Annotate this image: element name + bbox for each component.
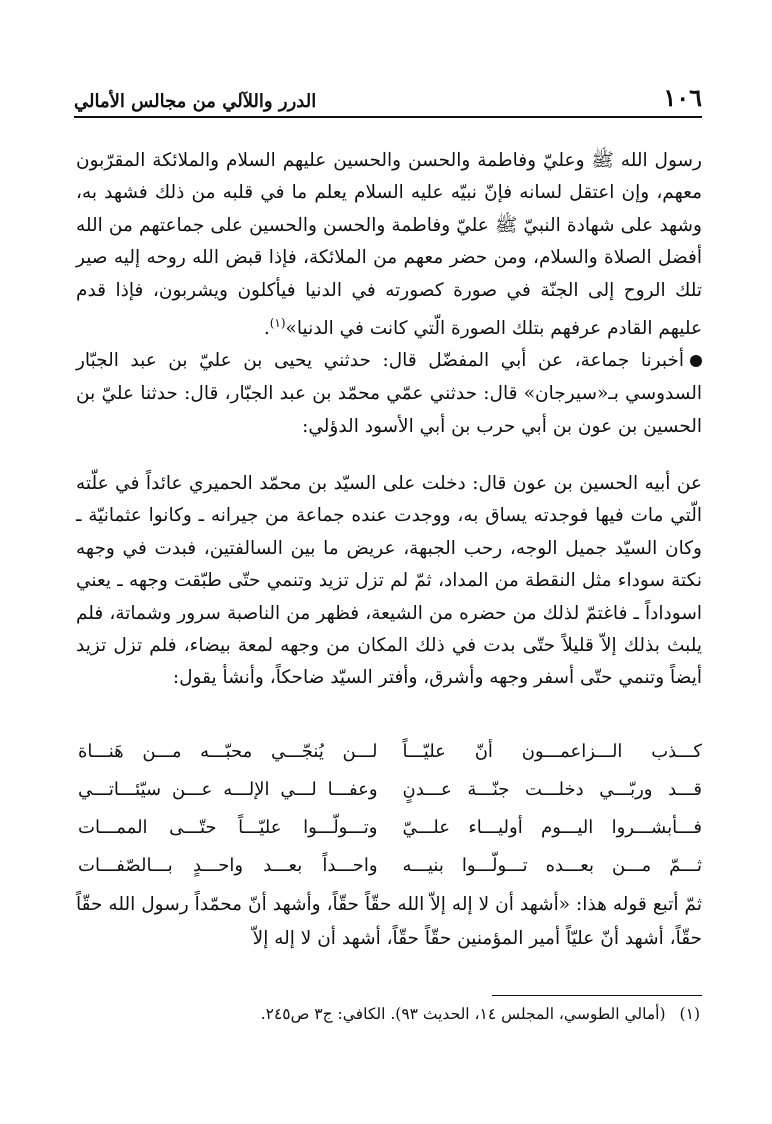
paragraph-1-end: . <box>263 318 270 340</box>
poem-verse <box>78 808 702 846</box>
running-title: الدرر واللآلي من مجالس الأمالي <box>74 91 317 112</box>
paragraph-2-text: أخبرنا جماعة، عن أبي المفضّل قال: حدثني يحيى بن عليّ بن عبد الجبّار السدوسي بـ«سيرجان» قال: حدثني عمّي محمّد بن عبد الجبّار، قال: حدثنا عليّ بن الحسين بن عون بن أبي حرب بن أبي الأسود الدؤلي: <box>76 350 702 437</box>
paragraph-4-text: ثمّ أتبع قوله هذا: «أشهد أن لا إله إلاّ الله حقّاً حقّاً، وأشهد أنّ محمّداً رسول الله حقّاً حقّاً، أشهد أنّ عليّاً أمير المؤمنين حقّاً حقّاً، أشهد أن لا إله إلاّ <box>76 894 702 949</box>
footnote-divider <box>492 995 702 996</box>
verse-second-hemistich: لـــن يُنجّـــي محبّـــه مـــن هَنـــاة <box>78 740 378 762</box>
verse-first-hemistich: ثـــمّ مـــن بعـــده تـــولّـــوا بنيـــه <box>402 854 702 876</box>
footnote-reference: (١) <box>269 316 286 331</box>
paragraph-1 <box>76 145 702 346</box>
poem-verse <box>78 846 702 884</box>
paragraph-3-text: عن أبيه الحسين بن عون قال: دخلت على السيّد بن محمّد الحميري عائداً في علّته الّتي مات فيها فوجدته يساق به، ووجدت عنده جماعة من جيرانه ـ وكانوا عثمانيّة ـ وكان السيّد جميل الوجه، رحب الجبهة، عريض ما بين السالفتين، فبدت في وجهه نكتة سوداء مثل النقطة من المداد، ثمّ لم تزل تزيد وتنمي حتّى طبّقت وجهه ـ يعني اسوداداً ـ فاغتمّ لذلك من حضره من الشيعة، فظهر من الناصبة سرور وشماتة، فلم يلبث بذلك إلاّ قليلاً حتّى بدت في ذلك المكان من وجهه لمعة بيضاء، فلم تزل تزيد أيضاً وتنمي حتّى أسفر وجهه وأشرق، وأفتر السيّد ضاحكاً، وأنشأ يقول: <box>76 473 702 689</box>
poem-verse <box>78 770 702 808</box>
verse-second-hemistich: وتـــولّـــوا عليّـــاً حتّـــى الممـــات <box>78 816 378 838</box>
poem <box>78 732 702 884</box>
paragraph-3 <box>76 468 702 695</box>
verse-first-hemistich: فـــأبشـــروا اليـــوم أوليـــاء علـــيّ <box>402 816 702 838</box>
page-number: ١٠٦ <box>663 83 702 112</box>
paragraph-1-text: رسول الله ﷺ وعليّ وفاطمة والحسن والحسين عليهم السلام والملائكة المقرّبون معهم، وإن اعتقل لسانه فإنّ نبيّه عليه السلام يعلم ما في قلبه من ذلك فشهد به، وشهد على شهادة النبيّ ﷺ عليّ وفاطمة والحسن والحسين على جماعتهم من الله أفضل الصلاة والسلام، ومن حضر معهم من الملائكة، فإذا قبض الله روحه إليه صير تلك الروح إلى الجنّة في صورة كصورته في الدنيا فيأكلون ويشربون، فإذا قدم عليهم القادم عرفهم بتلك الصورة الّتي كانت في الدنيا» <box>76 150 702 340</box>
verse-second-hemistich: وعفـــا لـــي الإلـــه عـــن سيّئـــاتـــي <box>78 778 378 800</box>
poem-verse <box>78 732 702 770</box>
bullet-icon <box>690 355 702 367</box>
verse-first-hemistich: كـــذب الـــزاعمـــون أنّ عليّـــاً <box>402 740 702 762</box>
footnote <box>76 1005 700 1023</box>
page-header <box>74 82 702 118</box>
footnote-number: (١) <box>679 1005 700 1023</box>
verse-second-hemistich: واحـــداً بعـــد واحـــدٍ بـــالصّفـــات <box>78 854 378 876</box>
paragraph-4 <box>76 888 702 956</box>
paragraph-2 <box>76 345 702 443</box>
footnote-text: (أمالي الطوسي، المجلس ١٤، الحديث ٩٣). الكافي: ج٣ ص٢٤٥. <box>260 1005 666 1023</box>
verse-first-hemistich: قـــد وربّـــي دخلـــت جنّـــة عـــدنٍ <box>402 778 702 800</box>
